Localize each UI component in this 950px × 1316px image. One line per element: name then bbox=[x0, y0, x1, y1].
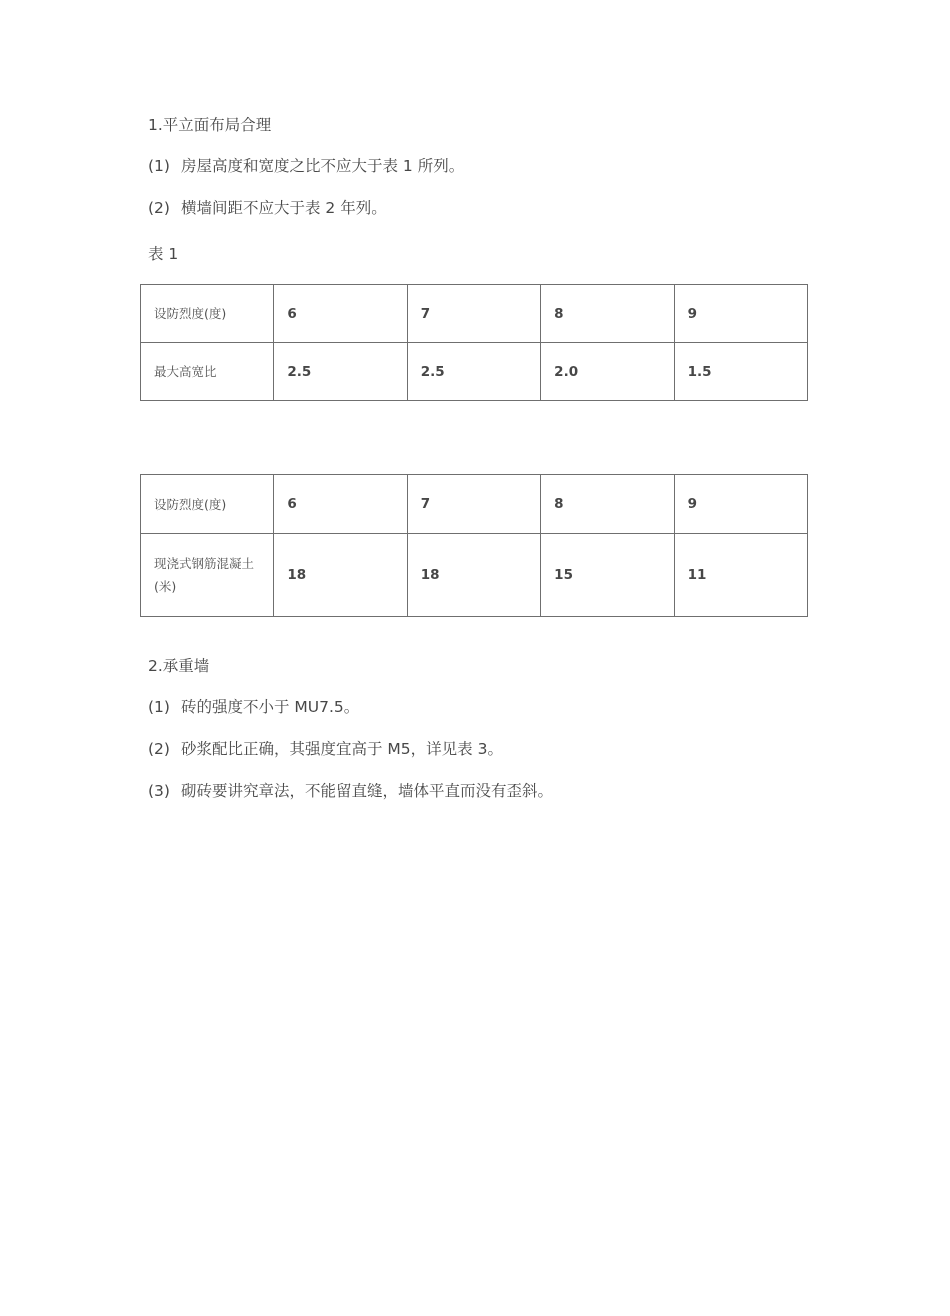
section2-heading: 2.承重墙 bbox=[148, 657, 210, 675]
table-row-label: 设防烈度(度) bbox=[141, 475, 274, 534]
table-row bbox=[141, 285, 808, 343]
table-wall-spacing bbox=[140, 474, 808, 617]
section1-heading: 1.平立面布局合理 bbox=[148, 116, 272, 134]
item-text: 砌砖要讲究章法，不能留直缝，墙体平直而没有歪斜。 bbox=[181, 782, 554, 800]
item-number: (1) bbox=[148, 157, 170, 175]
list-item bbox=[148, 781, 553, 801]
list-item bbox=[148, 156, 464, 176]
table-row bbox=[141, 343, 808, 401]
table-cell: 8 bbox=[541, 285, 674, 343]
item-text: 砖的强度不小于 MU7.5。 bbox=[181, 698, 360, 716]
item-number: (3) bbox=[148, 782, 170, 800]
item-text: 砂浆配比正确，其强度宜高于 M5，详见表 3。 bbox=[181, 740, 503, 758]
table-row-label: 现浇式钢筋混凝土(米) bbox=[141, 534, 274, 617]
item-text: 房屋高度和宽度之比不应大于表 1 所列。 bbox=[181, 157, 465, 175]
table-cell: 6 bbox=[274, 285, 407, 343]
table-row bbox=[141, 475, 808, 534]
item-text: 横墙间距不应大于表 2 年列。 bbox=[181, 199, 387, 217]
list-item bbox=[148, 697, 359, 717]
table-cell: 6 bbox=[274, 475, 407, 534]
item-number: (2) bbox=[148, 199, 170, 217]
table-cell: 18 bbox=[274, 534, 407, 617]
table-cell: 2.5 bbox=[407, 343, 540, 401]
table-cell: 7 bbox=[407, 285, 540, 343]
table-cell: 7 bbox=[407, 475, 540, 534]
item-number: (2) bbox=[148, 740, 170, 758]
table-cell: 15 bbox=[541, 534, 674, 617]
list-item bbox=[148, 739, 503, 759]
table-cell: 9 bbox=[674, 475, 807, 534]
table-cell: 9 bbox=[674, 285, 807, 343]
table-cell: 2.5 bbox=[274, 343, 407, 401]
item-number: (1) bbox=[148, 698, 170, 716]
table-row bbox=[141, 534, 808, 617]
table-row-label: 最大高宽比 bbox=[141, 343, 274, 401]
table-cell: 11 bbox=[674, 534, 807, 617]
table-caption: 表 1 bbox=[148, 245, 179, 263]
list-item bbox=[148, 198, 387, 218]
table-height-width-ratio bbox=[140, 284, 808, 401]
table-cell: 1.5 bbox=[674, 343, 807, 401]
table-cell: 18 bbox=[407, 534, 540, 617]
table-row-label: 设防烈度(度) bbox=[141, 285, 274, 343]
table-cell: 2.0 bbox=[541, 343, 674, 401]
table-cell: 8 bbox=[541, 475, 674, 534]
